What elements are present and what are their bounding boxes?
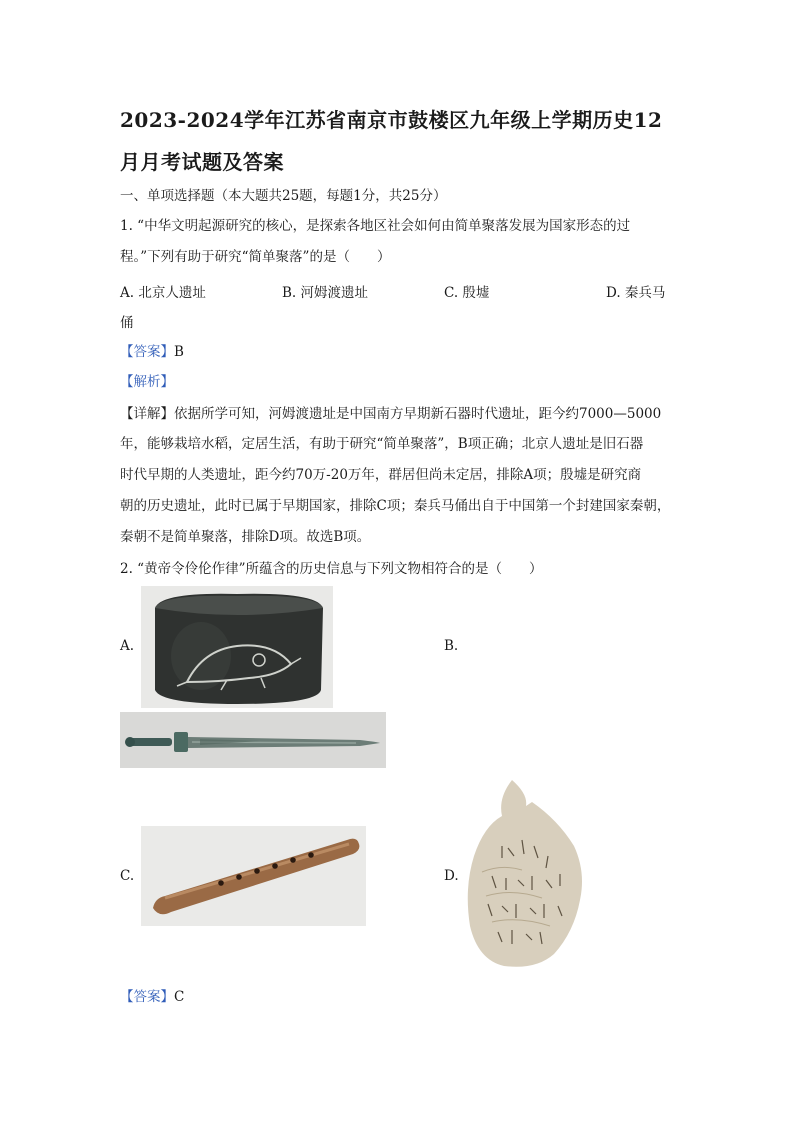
q1-detail-line3: 时代早期的人类遗址，距今约70万-20万年，群居但尚未定居，排除A项；殷墟是研究商 [120,467,642,483]
pottery-bowl-image [141,586,333,708]
q1-analysis-tag: 【解析】 [120,374,174,390]
q2-option-c: C. [120,868,135,884]
q1-option-c: C. 殷墟 [444,285,490,301]
section-heading: 一、单项选择题（本大题共25题，每题1分，共25分） [120,188,447,204]
answer-value: B [174,344,184,360]
q1-stem-line2: 程。”下列有助于研究“简单聚落”的是（ ） [120,249,391,265]
q1-detail-line2: 年，能够栽培水稻，定居生活，有助于研究“简单聚落”，B项正确；北京人遗址是旧石器 [120,436,644,452]
q1-detail-line5: 秦朝不是简单聚落，排除D项。故选B项。 [120,529,371,545]
answer-tag: 【答案】 [120,989,174,1005]
q1-answer [120,342,184,362]
oracle-bone-image [462,776,588,970]
q1-detail-line1: 【详解】依据所学可知，河姆渡遗址是中国南方早期新石器时代遗址，距今约7000—5000 [120,406,662,422]
q2-option-b: B. [444,638,459,654]
answer-value: C [174,989,185,1005]
q1-option-b: B. 河姆渡遗址 [282,285,369,301]
q1-detail-line4: 朝的历史遗址，此时已属于早期国家，排除C项；秦兵马俑出自于中国第一个封建国家秦朝， [120,498,671,514]
q1-stem-line1: 1. “中华文明起源研究的核心，是探索各地区社会如何由简单聚落发展为国家形态的过 [120,218,631,234]
page-title-line2: 月月考试题及答案 [120,150,284,174]
q2-stem: 2. “黄帝令伶伦作律”所蕴含的历史信息与下列文物相符合的是（ ） [120,561,543,577]
q2-answer [120,987,184,1007]
q1-option-d-wrap: 俑 [120,315,134,331]
answer-tag: 【答案】 [120,344,174,360]
page-title-line1: 2023-2024学年江苏省南京市鼓楼区九年级上学期历史12 [120,108,663,132]
q2-option-a: A. [120,638,135,654]
bone-flute-image [141,826,366,926]
q1-option-d: D. 秦兵马 [606,285,666,301]
q2-option-d: D. [444,868,459,884]
bronze-sword-image [120,712,386,768]
q1-option-a: A. 北京人遗址 [120,285,206,301]
